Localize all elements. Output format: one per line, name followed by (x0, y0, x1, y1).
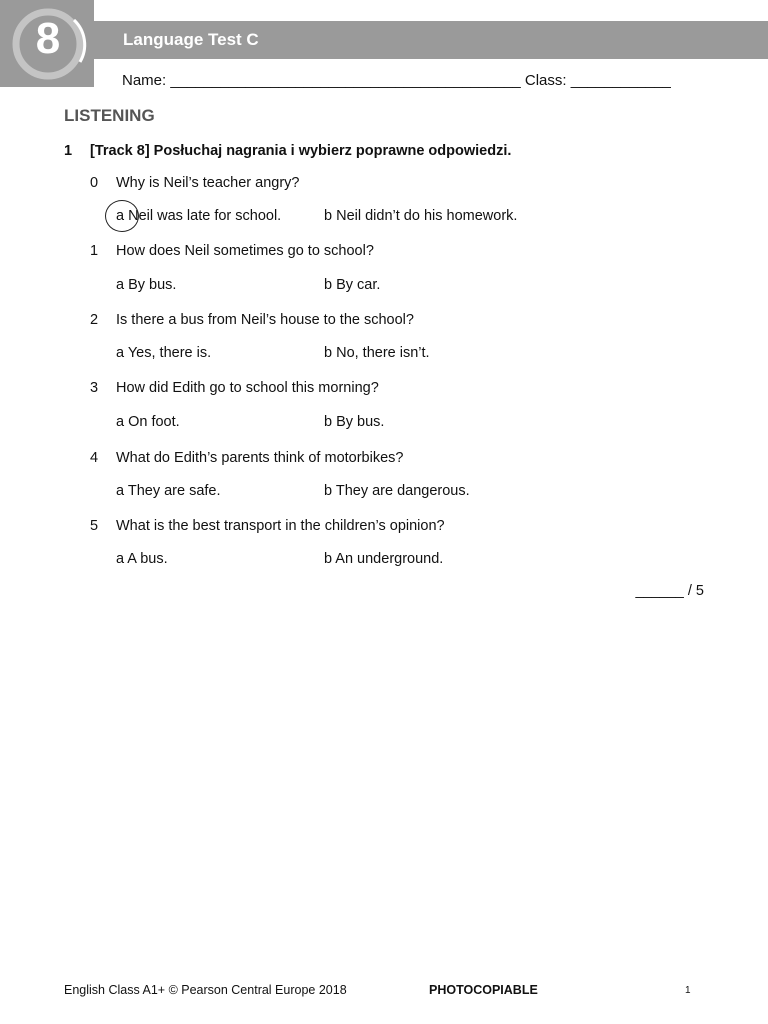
question-text: Is there a bus from Neil’s house to the school? (116, 312, 414, 328)
option-a[interactable]: a Neil was late for school. (116, 208, 282, 224)
section-title: LISTENING (64, 106, 155, 125)
title-bar (94, 21, 768, 59)
exercise-number: 1 (64, 143, 73, 159)
score-field: ______ / 5 (635, 583, 704, 599)
option-b[interactable]: b No, there isn’t. (324, 345, 430, 361)
unit-badge (0, 0, 94, 87)
option-a[interactable]: a By bus. (116, 277, 177, 293)
question-number: 5 (90, 518, 99, 534)
question-text: Why is Neil’s teacher angry? (116, 175, 300, 191)
question-text: What do Edith’s parents think of motorbikes? (116, 450, 404, 466)
option-b[interactable]: b By bus. (324, 414, 385, 430)
question-text: How does Neil sometimes go to school? (116, 243, 374, 259)
option-a[interactable]: a On foot. (116, 414, 180, 430)
page-number: 1 (685, 985, 691, 996)
footer-copyright: English Class A1+ © Pearson Central Europe 2018 (64, 983, 347, 997)
answer-circle-mark (105, 200, 139, 232)
option-b[interactable]: b By car. (324, 277, 381, 293)
name-class-line: Name: __________________________________________ Class: ____________ (122, 72, 671, 89)
option-a[interactable]: a They are safe. (116, 483, 221, 499)
option-a[interactable]: a Yes, there is. (116, 345, 212, 361)
option-b[interactable]: b Neil didn’t do his homework. (324, 208, 518, 224)
option-b[interactable]: b They are dangerous. (324, 483, 470, 499)
test-title: Language Test C (123, 30, 259, 49)
option-b[interactable]: b An underground. (324, 551, 444, 567)
question-number: 1 (90, 243, 99, 259)
option-a[interactable]: a A bus. (116, 551, 168, 567)
question-number: 2 (90, 312, 99, 328)
question-number: 0 (90, 175, 99, 191)
question-text: What is the best transport in the children’s opinion? (116, 518, 445, 534)
question-number: 4 (90, 450, 99, 466)
question-number: 3 (90, 380, 99, 396)
unit-number: 8 (35, 14, 61, 63)
exercise-instruction: [Track 8] Posłuchaj nagrania i wybierz poprawne odpowiedzi. (90, 143, 512, 159)
question-text: How did Edith go to school this morning? (116, 380, 379, 396)
footer-photocopiable: PHOTOCOPIABLE (429, 983, 538, 997)
